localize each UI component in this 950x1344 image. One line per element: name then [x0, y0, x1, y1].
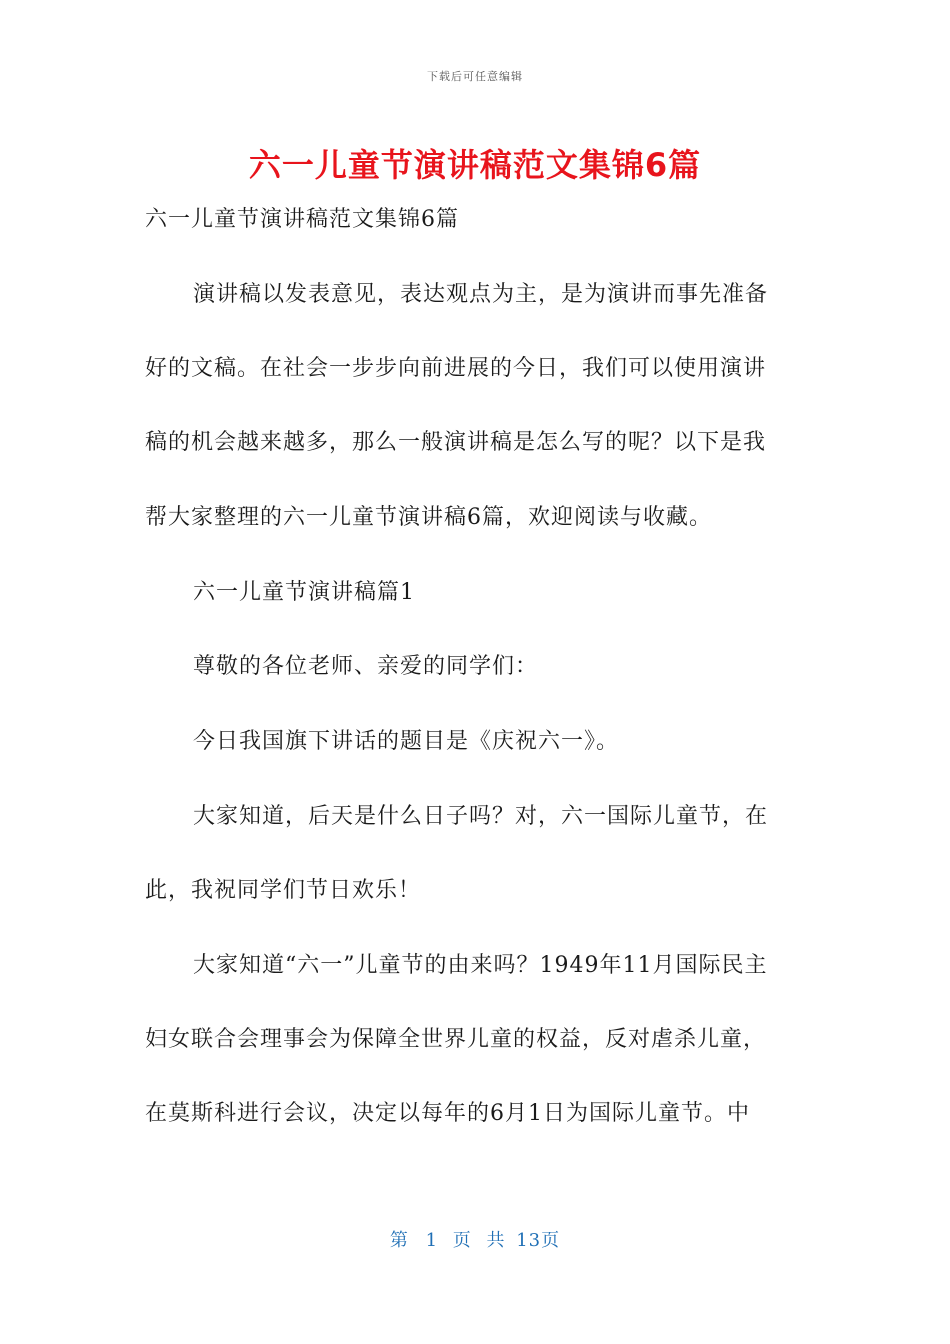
paragraph-line: 今日我国旗下讲话的题目是《庆祝六一》。 — [193, 729, 620, 754]
paragraph-line: 大家知道“六一”儿童节的由来吗？1949年11月国际民主 — [193, 953, 768, 978]
footer-total-pages: 13 — [516, 1230, 542, 1251]
paragraph-line: 大家知道，后天是什么日子吗？对，六一国际儿童节，在 — [193, 804, 769, 829]
paragraph-line: 妇女联合会理事会为保障全世界儿童的权益，反对虐杀儿童， — [145, 1027, 767, 1052]
paragraph-line: 好的文稿。在社会一步步向前进展的今日，我们可以使用演讲 — [145, 356, 767, 381]
subtitle-line: 六一儿童节演讲稿范文集锦6篇 — [145, 207, 459, 232]
header-note: 下载后可任意编辑 — [427, 70, 523, 83]
footer-prefix: 第 — [389, 1230, 409, 1251]
section-heading: 六一儿童节演讲稿篇1 — [193, 580, 415, 605]
paragraph-line: 稿的机会越来越多，那么一般演讲稿是怎么写的呢？以下是我 — [145, 430, 767, 455]
page-footer — [0, 1226, 950, 1252]
document-title: 六一儿童节演讲稿范文集锦6篇 — [248, 146, 702, 184]
paragraph-line: 演讲稿以发表意见，表达观点为主，是为演讲而事先准备 — [193, 282, 769, 307]
footer-suffix: 页 — [541, 1230, 561, 1251]
footer-page-label: 页 — [452, 1230, 472, 1251]
paragraph-line: 尊敬的各位老师、亲爱的同学们： — [193, 654, 539, 679]
paragraph-line: 帮大家整理的六一儿童节演讲稿6篇，欢迎阅读与收藏。 — [145, 505, 712, 530]
paragraph-line: 在莫斯科进行会议，决定以每年的6月1日为国际儿童节。中 — [145, 1101, 750, 1126]
paragraph-line: 此，我祝同学们节日欢乐！ — [145, 878, 422, 903]
footer-total-label: 共 — [486, 1230, 506, 1251]
footer-page-number: 1 — [425, 1230, 439, 1251]
